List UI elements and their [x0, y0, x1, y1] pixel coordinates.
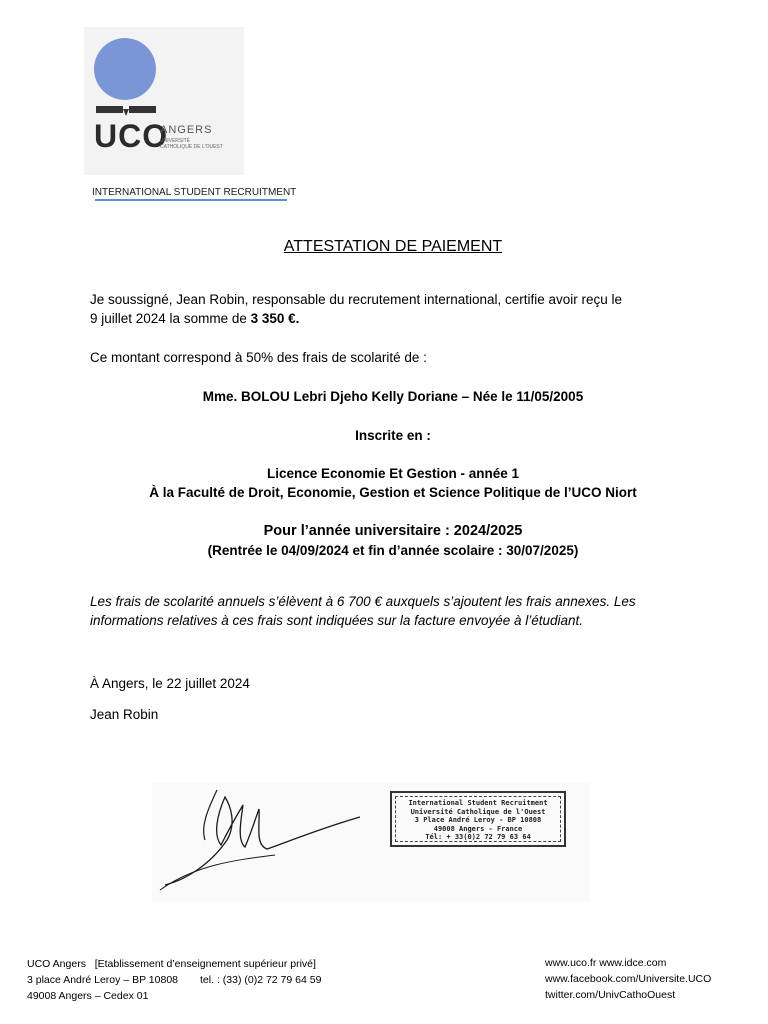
- footer-right: [545, 955, 755, 1003]
- stamp-line3: 3 Place André Leroy - BP 10808: [414, 816, 542, 824]
- program-name: Licence Economie Et Gestion - année 1: [266, 466, 520, 481]
- fees-note-line2: informations relatives à ces frais sont indiquées sur la facture envoyée à l’étudiant.: [90, 613, 584, 628]
- book-icon: [96, 106, 156, 118]
- logo-brand: UCO: [94, 118, 169, 154]
- logo-city: ANGERS: [160, 124, 213, 136]
- academic-year: Pour l’année universitaire : 2024/2025: [263, 523, 523, 539]
- stamp-line1: International Student Recruitment: [408, 799, 548, 807]
- logo-sub-line1: UNIVERSITÉ: [160, 138, 191, 144]
- amount: 3 350 €.: [250, 311, 300, 326]
- footer-tel: tel. : (33) (0)2 72 79 64 59: [200, 974, 322, 986]
- signatory-name: Jean Robin: [90, 707, 159, 722]
- footer-line2: [27, 972, 427, 988]
- place-date: À Angers, le 22 juillet 2024: [90, 676, 250, 691]
- stamp-line5: Tél: + 33(0)2 72 79 63 64: [425, 833, 531, 841]
- signature-image: [155, 785, 370, 895]
- enrolled-label: Inscrite en :: [355, 428, 431, 443]
- department-underline: [95, 199, 287, 201]
- department-label: INTERNATIONAL STUDENT RECRUITMENT: [92, 187, 297, 198]
- page-title: ATTESTATION DE PAIEMENT: [283, 238, 503, 255]
- footer-left: [27, 956, 427, 1004]
- footer-line1: [27, 956, 427, 972]
- footer-twitter-link[interactable]: twitter.com/UnivCathoOuest: [545, 989, 676, 1001]
- logo-circle-icon: [94, 38, 156, 100]
- intro-paragraph: [90, 290, 710, 328]
- student-name: Mme. BOLOU Lebri Djeho Kelly Doriane – Née le 11/05/2005: [202, 389, 584, 404]
- logo-sub-line2: CATHOLIQUE DE L'OUEST: [160, 144, 223, 150]
- intro-line2-prefix: 9 juillet 2024 la somme de: [90, 311, 251, 326]
- footer-org-note: [Etablissement d’enseignement supérieur privé]: [94, 958, 316, 970]
- faculty-name: À la Faculté de Droit, Economie, Gestion et Science Politique de l’UCO Niort: [149, 485, 637, 500]
- stamp-line2: Université Catholique de l'Ouest: [410, 807, 546, 816]
- fees-note: [90, 592, 710, 630]
- footer-address1: 3 place André Leroy – BP 10808: [27, 974, 179, 986]
- logo-subtitle: [160, 138, 230, 150]
- stamp-line4: 49008 Angers - France: [433, 824, 523, 833]
- purpose-text: Ce montant correspond à 50% des frais de scolarité de :: [90, 350, 427, 365]
- footer-web-link[interactable]: www.uco.fr www.idce.com: [545, 957, 667, 969]
- intro-line1: Je soussigné, Jean Robin, responsable du recrutement international, certifie avoir reçu le: [90, 292, 623, 307]
- academic-dates: (Rentrée le 04/09/2024 et fin d’année scolaire : 30/07/2025): [207, 543, 579, 558]
- official-stamp: [390, 791, 566, 847]
- footer-address2: 49008 Angers – Cedex 01: [27, 990, 149, 1002]
- footer-org: UCO Angers: [27, 958, 86, 970]
- fees-note-line1: Les frais de scolarité annuels s’élèvent à 6 700 € auxquels s’ajoutent les frais annexes. Les: [90, 594, 636, 609]
- intro-line2: [90, 309, 710, 328]
- footer-facebook-link[interactable]: www.facebook.com/Universite.UCO: [545, 973, 712, 985]
